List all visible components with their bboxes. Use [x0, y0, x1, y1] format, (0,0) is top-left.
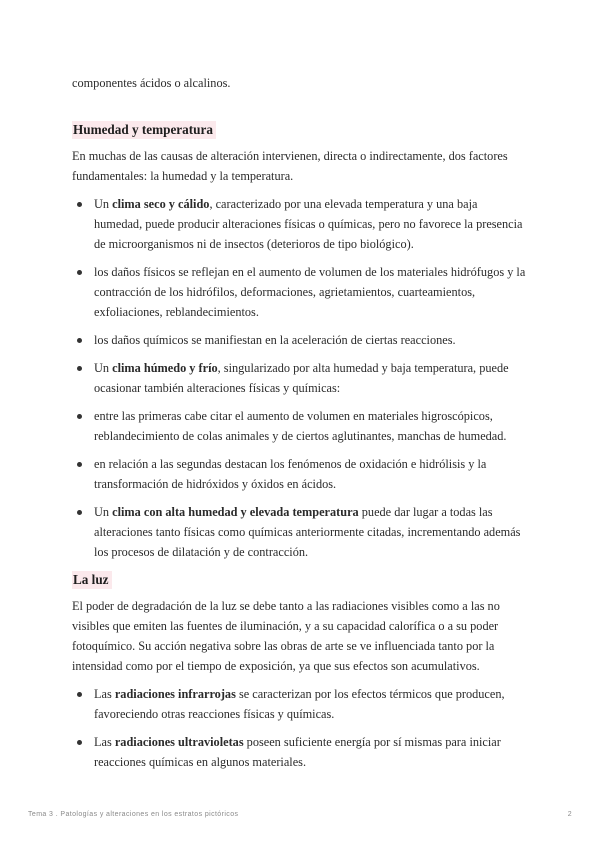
bullet-item: los daños químicos se manifiestan en la aceleración de ciertas reacciones. — [72, 330, 528, 350]
bullet-list — [72, 194, 528, 562]
bullet-item: Un clima con alta humedad y elevada temperatura puede dar lugar a todas las alteraciones tanto físicas como químicas anteriormente citadas, incrementando además los procesos de dilatación y de contracción. — [72, 502, 528, 562]
page-footer — [28, 811, 572, 818]
section-paragraph: El poder de degradación de la luz se debe tanto a las radiaciones visibles como a las no visibles que emiten las fuentes de iluminación, y a su capacidad calorífica o a su poder fotoquímico. Su acción negativa sobre las obras de arte se ve influenciada tanto por la intensidad como por el tiempo de exposición, ya que sus efectos son acumulativos. — [72, 599, 500, 673]
bullet-item: Un clima seco y cálido, caracterizado por una elevada temperatura y una baja humedad, puede producir alteraciones físicas o químicas, pero no favorece la presencia de microorganismos ni de insectos (deterioros de tipo biológico). — [72, 194, 528, 254]
bullet-item: los daños físicos se reflejan en el aumento de volumen de los materiales hidrófugos y la contracción de los hidrófilos, deformaciones, agrietamientos, cuarteamientos, exfoliaciones, reblandecimientos. — [72, 262, 528, 322]
footer-title: Tema 3 . Patologías y alteraciones en los estratos pictóricos — [28, 811, 239, 818]
bullet-list — [72, 684, 528, 772]
page-number: 2 — [567, 811, 572, 818]
section-heading-humedad: Humedad y temperatura — [72, 121, 216, 139]
intro-text: componentes ácidos o alcalinos. — [72, 76, 231, 90]
bullet-item: Un clima húmedo y frío, singularizado por alta humedad y baja temperatura, puede ocasionar también alteraciones físicas y químicas: — [72, 358, 528, 398]
section-heading-luz: La luz — [72, 571, 112, 589]
section-humedad-body — [72, 146, 528, 562]
section-luz-body — [72, 596, 528, 772]
bullet-item: Las radiaciones ultravioletas poseen suficiente energía por sí mismas para iniciar reacciones químicas en algunos materiales. — [72, 732, 528, 772]
bullet-item: entre las primeras cabe citar el aumento de volumen en materiales higroscópicos, reblandecimiento de colas animales y de ciertos aglutinantes, manchas de humedad. — [72, 406, 528, 446]
section-paragraph: En muchas de las causas de alteración intervienen, directa o indirectamente, dos factores fundamentales: la humedad y la temperatura. — [72, 149, 508, 183]
bullet-item: Las radiaciones infrarrojas se caracterizan por los efectos térmicos que producen, favoreciendo otras reacciones físicas y químicas. — [72, 684, 528, 724]
bullet-item: en relación a las segundas destacan los fenómenos de oxidación e hidrólisis y la transformación de hidróxidos y óxidos en ácidos. — [72, 454, 528, 494]
